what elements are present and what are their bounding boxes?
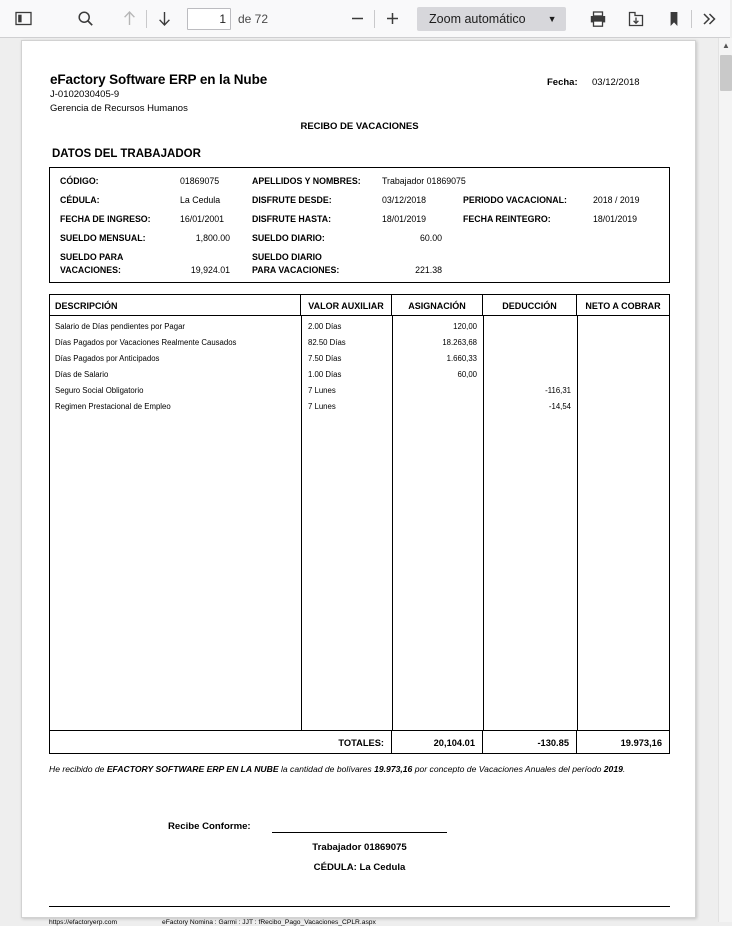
footer-rule (49, 906, 670, 907)
apellidos-value: Trabajador 01869075 (382, 176, 466, 186)
declaration-part3: por concepto de Vacaciones Anuales del período (412, 764, 604, 774)
tools-divider (691, 10, 692, 28)
toolbar-divider (146, 10, 147, 28)
double-chevron-right-icon[interactable] (694, 5, 724, 33)
declaration-paragraph (49, 763, 670, 776)
table-totals-row (50, 730, 669, 753)
declaration-company: EFACTORY SOFTWARE ERP EN LA NUBE (106, 764, 279, 774)
signature-label: Recibe Conforme: (168, 821, 251, 832)
table-header-row (50, 295, 669, 316)
row-asignacion: 60,00 (457, 370, 477, 379)
pdf-viewer (0, 38, 716, 926)
row-descripcion: Días Pagados por Anticipados (55, 354, 160, 363)
sueldo-mensual-value: 1,800.00 (195, 233, 230, 243)
signature-line (272, 832, 447, 833)
worker-data-box (49, 167, 670, 283)
print-icon[interactable] (583, 5, 613, 33)
periodo-value: 2018 / 2019 (593, 195, 640, 205)
row-descripcion: Días Pagados por Vacaciones Realmente Causados (55, 338, 237, 347)
zoom-in-button[interactable] (377, 5, 407, 33)
scroll-up-icon[interactable]: ▲ (722, 40, 730, 50)
totals-asignacion: 20,104.01 (392, 731, 483, 754)
fecha-ingreso-label: FECHA DE INGRESO: (60, 214, 151, 224)
row-descripcion: Salario de Días pendientes por Pagar (55, 322, 186, 331)
totals-deduccion: -130.85 (483, 731, 577, 754)
sueldo-diario-label: SUELDO DIARIO: (252, 233, 325, 243)
concepts-table (49, 294, 670, 754)
sueldo-diario-value: 60.00 (419, 233, 442, 243)
column-header-asignacion: ASIGNACIÓN (392, 295, 483, 316)
row-asignacion: 1.660,33 (446, 354, 477, 363)
table-row (50, 370, 669, 386)
row-valor-auxiliar: 7 Lunes (308, 402, 336, 411)
signature-cedula: CÉDULA: La Cedula (313, 862, 406, 873)
cedula-value: La Cedula (180, 195, 221, 205)
table-row (50, 354, 669, 370)
zoom-out-button[interactable] (342, 5, 372, 33)
fecha-label: Fecha: (547, 77, 578, 88)
column-header-neto: NETO A COBRAR (585, 300, 661, 311)
declaration-part1: He recibido de (49, 764, 107, 774)
row-valor-auxiliar: 7.50 Días (308, 354, 342, 363)
signature-name: Trabajador 01869075 (312, 842, 407, 853)
footer-url: https://efactoryerp.com (49, 919, 118, 926)
row-valor-auxiliar: 2.00 Días (308, 322, 342, 331)
table-row (50, 386, 669, 402)
column-header-descripcion: DESCRIPCIÓN (50, 295, 301, 316)
page-number-input[interactable] (187, 8, 231, 30)
fecha-ingreso-value: 16/01/2001 (180, 214, 225, 224)
pdf-toolbar (0, 0, 730, 38)
chevron-down-icon: ▼ (547, 13, 557, 24)
org-rif: J-0102030405-9 (50, 89, 120, 100)
declaration-part2: la cantidad de bolívares (278, 764, 375, 774)
row-asignacion: 120,00 (453, 322, 477, 331)
disfrute-desde-label: DISFRUTE DESDE: (252, 195, 332, 205)
cedula-label: CÉDULA: (60, 195, 100, 205)
scrollbar-thumb[interactable] (720, 55, 732, 91)
sueldo-vacaciones-label-1: SUELDO PARA (60, 252, 124, 262)
zoom-level-select[interactable] (417, 7, 566, 31)
declaration-period: 2019 (603, 764, 623, 774)
codigo-value: 01869075 (180, 176, 220, 186)
fecha-reintegro-label: FECHA REINTEGRO: (463, 214, 551, 224)
row-descripcion: Regimen Prestacional de Empleo (55, 402, 171, 411)
save-icon[interactable] (621, 5, 651, 33)
org-name: eFactory Software ERP en la Nube (50, 72, 268, 87)
sidebar-toggle-icon[interactable] (8, 5, 38, 33)
table-row (50, 402, 669, 418)
disfrute-hasta-label: DISFRUTE HASTA: (252, 214, 332, 224)
sueldo-diario-vacaciones-value: 221.38 (415, 265, 442, 275)
sueldo-mensual-label: SUELDO MENSUAL: (60, 233, 146, 243)
bookmark-icon[interactable] (659, 5, 689, 33)
row-valor-auxiliar: 1.00 Días (308, 370, 342, 379)
table-row (50, 322, 669, 338)
arrow-down-icon[interactable] (149, 5, 179, 33)
page-total-label: de 72 (238, 11, 269, 26)
row-deduccion: -116,31 (545, 386, 571, 395)
row-descripcion: Días de Salario (55, 370, 109, 379)
apellidos-label: APELLIDOS Y NOMBRES: (252, 176, 361, 186)
table-row (50, 338, 669, 354)
disfrute-hasta-value: 18/01/2019 (382, 214, 427, 224)
column-header-valor-auxiliar: VALOR AUXILIAR (301, 295, 392, 316)
sueldo-vacaciones-value: 19,924.01 (190, 265, 230, 275)
footer-path: eFactory Nomina : Garmi : JJT : fRecibo_Pago_Vacaciones_CPLR.aspx (162, 919, 376, 926)
totals-neto: 19.973,16 (620, 737, 662, 748)
periodo-label: PERIODO VACACIONAL: (463, 195, 567, 205)
totals-label: TOTALES: (50, 731, 392, 754)
pdf-page (21, 40, 696, 926)
search-icon[interactable] (70, 5, 100, 33)
org-department: Gerencia de Recursos Humanos (50, 103, 188, 114)
fecha-value: 03/12/2018 (592, 77, 640, 88)
codigo-label: CÓDIGO: (60, 176, 99, 186)
worker-section-title: DATOS DEL TRABAJADOR (52, 148, 201, 160)
declaration-amount: 19.973,16 (374, 764, 413, 774)
sueldo-diario-vacaciones-label-2: PARA VACACIONES: (252, 265, 340, 275)
fecha-reintegro-value: 18/01/2019 (593, 214, 638, 224)
disfrute-desde-value: 03/12/2018 (382, 195, 427, 205)
row-deduccion: -14,54 (548, 402, 571, 411)
row-asignacion: 18.263,68 (442, 338, 477, 347)
vertical-scrollbar[interactable] (718, 38, 732, 922)
declaration-part4: . (622, 764, 626, 774)
document-title: RECIBO DE VACACIONES (300, 121, 419, 132)
zoom-level-value: Zoom automático (429, 11, 526, 26)
row-valor-auxiliar: 7 Lunes (308, 386, 336, 395)
arrow-up-icon[interactable] (114, 5, 144, 33)
sueldo-diario-vacaciones-label-1: SUELDO DIARIO (252, 252, 322, 262)
zoom-divider (374, 10, 375, 28)
sueldo-vacaciones-label-2: VACACIONES: (60, 265, 121, 275)
row-descripcion: Seguro Social Obligatorio (55, 386, 144, 395)
column-header-deduccion: DEDUCCIÓN (483, 295, 577, 316)
row-valor-auxiliar: 82.50 Días (308, 338, 346, 347)
